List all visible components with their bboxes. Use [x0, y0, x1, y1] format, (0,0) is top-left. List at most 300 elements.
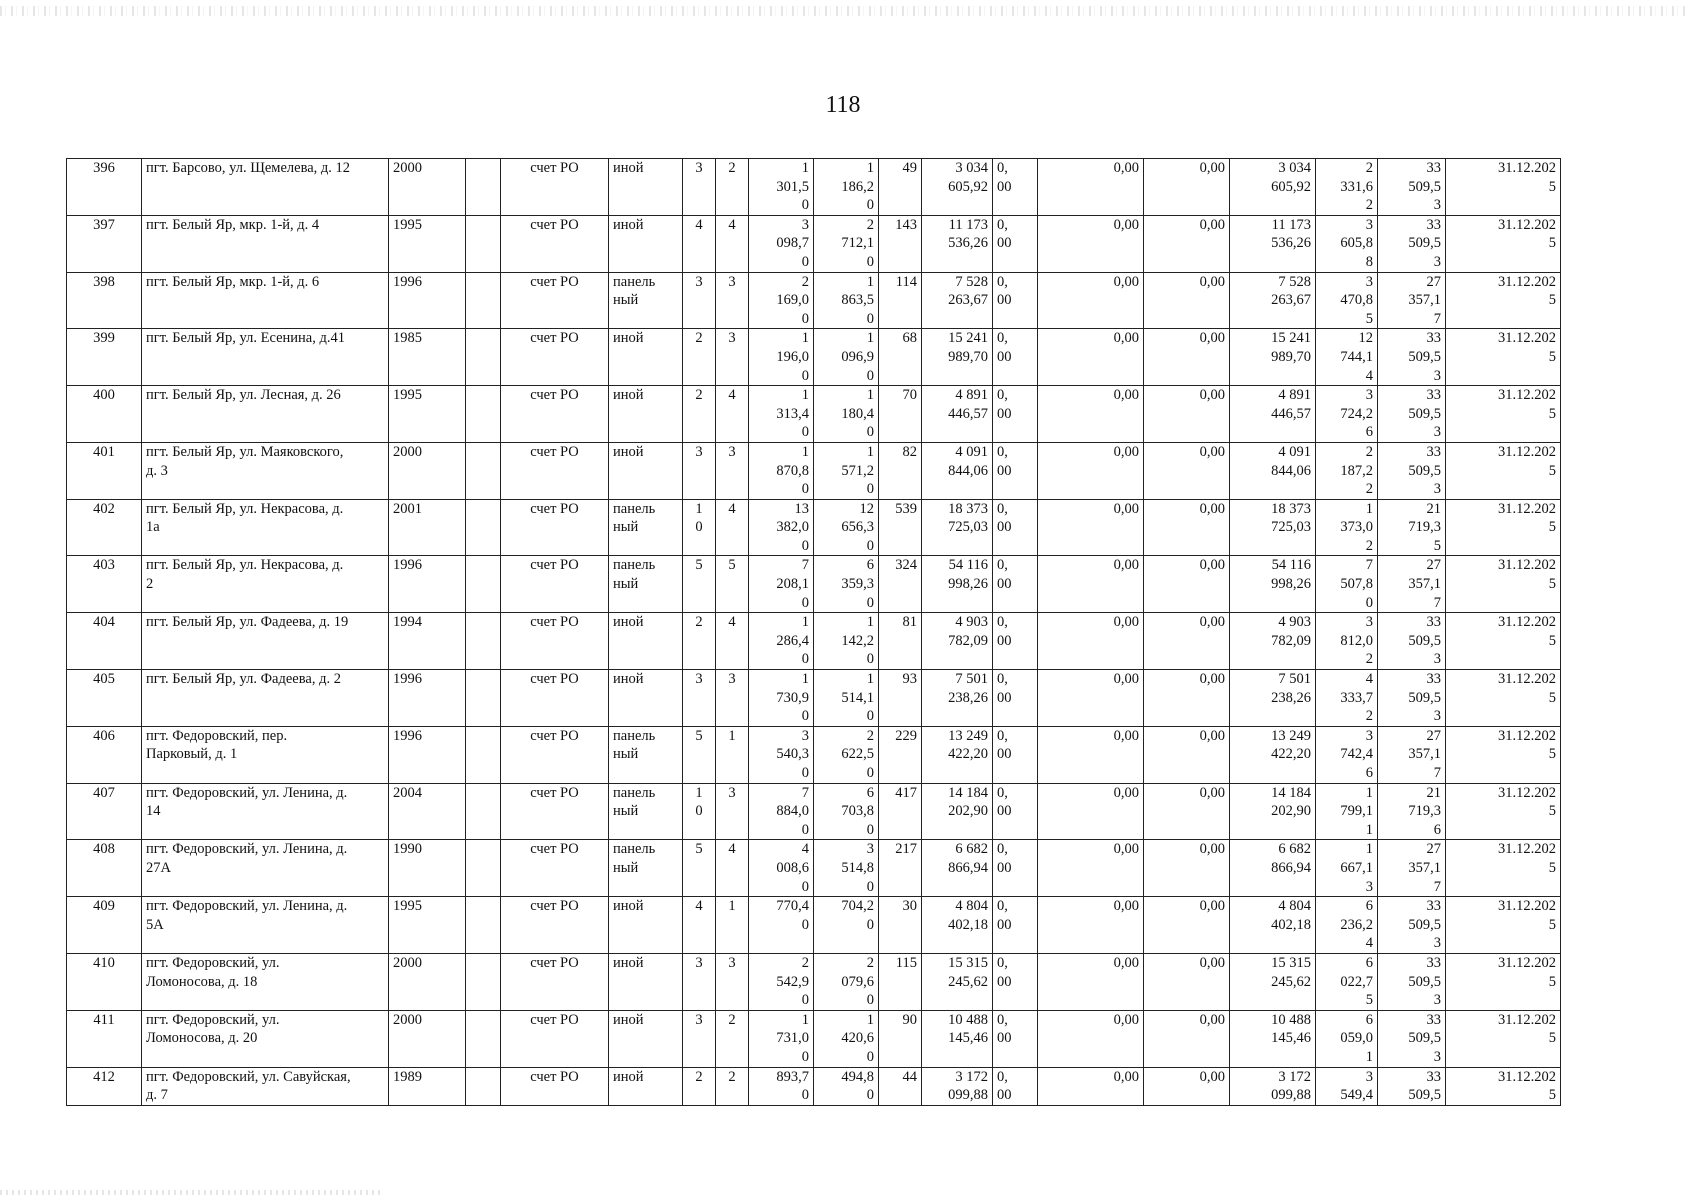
owner-funds-cell [1230, 159, 1316, 216]
owner-funds-cell [1230, 442, 1316, 499]
row-number [67, 840, 142, 897]
cost-share-cell-text: 0, 00 [997, 273, 1012, 309]
wall-material-cell [609, 556, 683, 613]
cost-share-cell-text: 0, 00 [997, 216, 1012, 252]
cost-share-cell [993, 386, 1038, 443]
owner-funds-cell-text: 7 528 263,67 [1271, 273, 1311, 309]
wall-material-cell-text: панель ный [613, 557, 656, 593]
cost-cell-text: 7 528 263,67 [948, 273, 988, 309]
year-cell [389, 953, 466, 1010]
living-area-cell [814, 329, 879, 386]
address-cell-text: пгт. Белый Яр, ул. Фадеева, д. 2 [146, 671, 341, 688]
address-cell-text: пгт. Белый Яр, мкр. 1-й, д. 6 [146, 273, 320, 290]
entrances-cell-text: 3 [728, 671, 736, 688]
row-number [67, 1010, 142, 1067]
year-cell [389, 386, 466, 443]
blank-cell [466, 1010, 501, 1067]
limit-cost-cell [1378, 329, 1446, 386]
floors-cell [683, 442, 716, 499]
deadline-cell-text: 31.12.202 5 [1498, 330, 1556, 365]
unit-cost-cell-text: 1 373,0 2 [1340, 500, 1373, 554]
row-number [67, 783, 142, 840]
entrances-cell [716, 499, 749, 556]
owner-funds-cell-text: 54 116 998,26 [1271, 557, 1311, 593]
living-area-cell [814, 159, 879, 216]
unit-cost-cell-text: 1 799,1 1 [1340, 784, 1373, 838]
address-cell [142, 272, 389, 329]
owner-funds-cell-text: 3 172 099,88 [1271, 1068, 1311, 1104]
residents-cell [879, 442, 922, 499]
floors-cell-text: 3 [695, 273, 703, 290]
total-area-cell [749, 499, 814, 556]
living-area-cell-text: 494,8 0 [841, 1068, 874, 1104]
blank-cell [466, 613, 501, 670]
budget-cell [1144, 386, 1230, 443]
row-number [67, 159, 142, 216]
address-cell-text: пгт. Белый Яр, мкр. 1-й, д. 4 [146, 216, 320, 233]
entrances-cell-text: 4 [728, 614, 736, 631]
floors-cell-text: 4 [695, 898, 703, 915]
deadline-cell-text: 31.12.202 5 [1498, 557, 1556, 593]
year-cell-text: 1990 [393, 841, 422, 858]
wall-material-cell-text: панель ный [613, 784, 656, 820]
row-number [67, 499, 142, 556]
living-area-cell [814, 840, 879, 897]
living-area-cell [814, 1067, 879, 1105]
blank-cell [466, 840, 501, 897]
address-cell-text: пгт. Федоровский, ул. Ленина, д. 27А [146, 841, 348, 876]
cost-share-cell-text: 0, 00 [997, 330, 1012, 365]
total-area-cell [749, 386, 814, 443]
limit-cost-cell [1378, 840, 1446, 897]
total-area-cell-text: 893,7 0 [776, 1068, 809, 1104]
residents-cell-text: 143 [895, 216, 917, 233]
living-area-cell-text: 6 359,3 0 [841, 557, 874, 611]
blank-cell [466, 272, 501, 329]
scan-edge-bottom [0, 1190, 380, 1195]
address-cell [142, 386, 389, 443]
fund-cell-text: 0,00 [1113, 954, 1139, 971]
table-row [67, 783, 1561, 840]
unit-cost-cell [1316, 1010, 1378, 1067]
table-row [67, 272, 1561, 329]
floors-cell-text: 3 [695, 1011, 703, 1028]
limit-cost-cell [1378, 670, 1446, 727]
year-cell-text: 1995 [393, 898, 422, 915]
row-number-text: 401 [93, 443, 115, 460]
total-area-cell-text: 1 870,8 0 [776, 443, 809, 498]
budget-cell [1144, 897, 1230, 954]
cost-cell-text: 3 034 605,92 [948, 160, 988, 195]
budget-cell-text: 0,00 [1199, 1068, 1225, 1085]
total-area-cell [749, 215, 814, 272]
owner-funds-cell [1230, 386, 1316, 443]
total-area-cell [749, 613, 814, 670]
cost-cell-text: 15 241 989,70 [948, 330, 988, 365]
table-row [67, 1010, 1561, 1067]
total-area-cell-text: 2 542,9 0 [776, 954, 809, 1009]
account-type-cell [501, 159, 609, 216]
total-area-cell [749, 783, 814, 840]
deadline-cell-text: 31.12.202 5 [1498, 216, 1556, 252]
unit-cost-cell [1316, 272, 1378, 329]
limit-cost-cell-text: 33 509,5 3 [1408, 160, 1441, 214]
owner-funds-cell-text: 18 373 725,03 [1271, 500, 1311, 536]
address-cell-text: пгт. Белый Яр, ул. Фадеева, д. 19 [146, 614, 349, 631]
deadline-cell [1446, 670, 1561, 727]
deadline-cell [1446, 613, 1561, 670]
address-cell-text: пгт. Федоровский, ул. Ленина, д. 14 [146, 784, 348, 820]
cost-cell-text: 4 903 782,09 [948, 614, 988, 649]
residents-cell [879, 272, 922, 329]
living-area-cell [814, 556, 879, 613]
total-area-cell [749, 840, 814, 897]
blank-cell [466, 215, 501, 272]
floors-cell-text: 1 0 [695, 500, 703, 536]
blank-cell [466, 897, 501, 954]
row-number-text: 400 [93, 387, 115, 404]
table-row [67, 726, 1561, 783]
year-cell-text: 1996 [393, 557, 422, 574]
floors-cell [683, 897, 716, 954]
residents-cell-text: 68 [902, 330, 917, 347]
unit-cost-cell-text: 6 059,0 1 [1340, 1011, 1373, 1065]
residents-cell [879, 840, 922, 897]
table-row [67, 386, 1561, 443]
row-number [67, 670, 142, 727]
unit-cost-cell [1316, 442, 1378, 499]
wall-material-cell [609, 840, 683, 897]
budget-cell [1144, 272, 1230, 329]
blank-cell [466, 953, 501, 1010]
budget-cell [1144, 1010, 1230, 1067]
living-area-cell-text: 704,2 0 [841, 898, 874, 933]
unit-cost-cell-text: 3 549,4 [1340, 1068, 1373, 1104]
total-area-cell [749, 442, 814, 499]
deadline-cell [1446, 726, 1561, 783]
owner-funds-cell-text: 7 501 238,26 [1271, 671, 1311, 706]
row-number-text: 410 [93, 954, 115, 971]
year-cell-text: 2000 [393, 954, 422, 971]
entrances-cell [716, 215, 749, 272]
deadline-cell-text: 31.12.202 5 [1498, 443, 1556, 479]
blank-cell [466, 386, 501, 443]
entrances-cell-text: 3 [728, 443, 736, 460]
total-area-cell [749, 329, 814, 386]
residents-cell-text: 115 [895, 954, 917, 971]
address-cell [142, 1067, 389, 1105]
owner-funds-cell [1230, 613, 1316, 670]
owner-funds-cell-text: 4 903 782,09 [1271, 614, 1311, 649]
unit-cost-cell-text: 3 812,0 2 [1340, 614, 1373, 668]
entrances-cell [716, 272, 749, 329]
cost-cell [922, 953, 993, 1010]
cost-share-cell-text: 0, 00 [997, 500, 1012, 536]
cost-cell [922, 1067, 993, 1105]
owner-funds-cell-text: 13 249 422,20 [1271, 727, 1311, 763]
entrances-cell [716, 442, 749, 499]
entrances-cell [716, 159, 749, 216]
wall-material-cell-text: иной [613, 443, 644, 460]
entrances-cell-text: 1 [728, 898, 736, 915]
cost-cell [922, 783, 993, 840]
cost-cell [922, 499, 993, 556]
year-cell-text: 1996 [393, 671, 422, 688]
unit-cost-cell-text: 7 507,8 0 [1340, 557, 1373, 611]
wall-material-cell-text: иной [613, 330, 644, 347]
limit-cost-cell-text: 27 357,1 7 [1408, 273, 1441, 327]
owner-funds-cell [1230, 670, 1316, 727]
total-area-cell-text: 7 208,1 0 [776, 557, 809, 611]
living-area-cell [814, 386, 879, 443]
residents-cell [879, 1067, 922, 1105]
address-cell [142, 1010, 389, 1067]
budget-cell-text: 0,00 [1199, 784, 1225, 801]
owner-funds-cell [1230, 953, 1316, 1010]
budget-cell [1144, 556, 1230, 613]
owner-funds-cell [1230, 840, 1316, 897]
wall-material-cell [609, 953, 683, 1010]
year-cell-text: 2000 [393, 1011, 422, 1028]
residents-cell-text: 82 [902, 443, 917, 460]
account-type-cell-text: счет РО [530, 1011, 579, 1028]
living-area-cell-text: 2 622,5 0 [841, 727, 874, 781]
cost-share-cell-text: 0, 00 [997, 614, 1012, 649]
total-area-cell [749, 1010, 814, 1067]
fund-cell [1038, 1067, 1144, 1105]
fund-cell [1038, 840, 1144, 897]
table-row [67, 329, 1561, 386]
total-area-cell [749, 670, 814, 727]
entrances-cell [716, 953, 749, 1010]
blank-cell [466, 726, 501, 783]
residents-cell-text: 49 [902, 160, 917, 176]
row-number [67, 272, 142, 329]
address-cell [142, 556, 389, 613]
cost-cell-text: 3 172 099,88 [948, 1068, 988, 1104]
year-cell [389, 1067, 466, 1105]
entrances-cell-text: 5 [728, 557, 736, 574]
living-area-cell-text: 1 571,2 0 [841, 443, 874, 498]
floors-cell [683, 1067, 716, 1105]
owner-funds-cell [1230, 215, 1316, 272]
account-type-cell [501, 499, 609, 556]
fund-cell [1038, 159, 1144, 216]
row-number-text: 397 [93, 216, 115, 233]
year-cell [389, 215, 466, 272]
budget-cell [1144, 499, 1230, 556]
entrances-cell-text: 4 [728, 841, 736, 858]
cost-share-cell [993, 1067, 1038, 1105]
unit-cost-cell [1316, 556, 1378, 613]
cost-share-cell [993, 953, 1038, 1010]
cost-share-cell-text: 0, 00 [997, 784, 1012, 820]
living-area-cell-text: 12 656,3 0 [841, 500, 874, 554]
address-cell [142, 613, 389, 670]
unit-cost-cell [1316, 329, 1378, 386]
owner-funds-cell-text: 14 184 202,90 [1271, 784, 1311, 820]
living-area-cell-text: 3 514,8 0 [841, 841, 874, 895]
deadline-cell-text: 31.12.202 5 [1498, 160, 1556, 195]
residents-cell [879, 556, 922, 613]
cost-share-cell-text: 0, 00 [997, 443, 1012, 479]
year-cell-text: 2001 [393, 500, 422, 517]
row-number-text: 409 [93, 898, 115, 915]
total-area-cell [749, 953, 814, 1010]
blank-cell [466, 159, 501, 216]
cost-share-cell-text: 0, 00 [997, 1011, 1012, 1047]
blank-cell [466, 783, 501, 840]
budget-cell-text: 0,00 [1199, 443, 1225, 460]
living-area-cell-text: 1 863,5 0 [841, 273, 874, 327]
cost-cell-text: 7 501 238,26 [948, 671, 988, 706]
deadline-cell-text: 31.12.202 5 [1498, 614, 1556, 649]
cost-share-cell [993, 329, 1038, 386]
cost-cell [922, 442, 993, 499]
cost-share-cell [993, 159, 1038, 216]
account-type-cell [501, 329, 609, 386]
row-number-text: 396 [93, 160, 115, 176]
limit-cost-cell-text: 21 719,3 6 [1408, 784, 1441, 838]
owner-funds-cell-text: 4 804 402,18 [1271, 898, 1311, 933]
wall-material-cell [609, 726, 683, 783]
total-area-cell-text: 1 313,4 0 [776, 387, 809, 441]
unit-cost-cell [1316, 1067, 1378, 1105]
fund-cell-text: 0,00 [1113, 784, 1139, 801]
residents-cell [879, 499, 922, 556]
year-cell [389, 670, 466, 727]
unit-cost-cell-text: 3 470,8 5 [1340, 273, 1373, 327]
floors-cell-text: 2 [695, 614, 703, 631]
fund-cell [1038, 1010, 1144, 1067]
account-type-cell-text: счет РО [530, 671, 579, 688]
account-type-cell [501, 953, 609, 1010]
account-type-cell [501, 613, 609, 670]
row-number-text: 399 [93, 330, 115, 347]
entrances-cell [716, 329, 749, 386]
account-type-cell-text: счет РО [530, 330, 579, 347]
wall-material-cell-text: иной [613, 160, 644, 176]
deadline-cell [1446, 159, 1561, 216]
deadline-cell [1446, 329, 1561, 386]
wall-material-cell [609, 1010, 683, 1067]
deadline-cell-text: 31.12.202 5 [1498, 671, 1556, 706]
total-area-cell-text: 1 730,9 0 [776, 671, 809, 725]
entrances-cell [716, 897, 749, 954]
limit-cost-cell-text: 33 509,5 3 [1408, 898, 1441, 952]
entrances-cell-text: 4 [728, 500, 736, 517]
budget-cell-text: 0,00 [1199, 727, 1225, 744]
account-type-cell [501, 556, 609, 613]
limit-cost-cell-text: 33 509,5 3 [1408, 614, 1441, 668]
cost-share-cell [993, 726, 1038, 783]
budget-cell [1144, 726, 1230, 783]
residents-cell-text: 324 [895, 557, 917, 574]
account-type-cell [501, 670, 609, 727]
owner-funds-cell-text: 4 091 844,06 [1271, 443, 1311, 479]
residents-cell-text: 30 [902, 898, 917, 915]
limit-cost-cell-text: 33 509,5 3 [1408, 387, 1441, 441]
living-area-cell [814, 670, 879, 727]
cost-cell [922, 215, 993, 272]
budget-cell-text: 0,00 [1199, 330, 1225, 347]
owner-funds-cell-text: 11 173 536,26 [1271, 216, 1311, 252]
fund-cell [1038, 272, 1144, 329]
year-cell-text: 1995 [393, 387, 422, 404]
cost-cell-text: 11 173 536,26 [948, 216, 988, 252]
unit-cost-cell [1316, 613, 1378, 670]
total-area-cell [749, 556, 814, 613]
fund-cell [1038, 613, 1144, 670]
residents-cell-text: 539 [895, 500, 917, 517]
limit-cost-cell [1378, 953, 1446, 1010]
limit-cost-cell [1378, 783, 1446, 840]
account-type-cell [501, 1067, 609, 1105]
cost-cell-text: 18 373 725,03 [948, 500, 988, 536]
total-area-cell-text: 1 301,5 0 [776, 160, 809, 214]
scan-edge-top [0, 6, 1686, 16]
wall-material-cell-text: иной [613, 954, 644, 971]
entrances-cell [716, 783, 749, 840]
living-area-cell [814, 1010, 879, 1067]
address-cell [142, 897, 389, 954]
budget-cell-text: 0,00 [1199, 273, 1225, 290]
account-type-cell [501, 1010, 609, 1067]
residents-cell [879, 897, 922, 954]
unit-cost-cell-text: 1 667,1 3 [1340, 841, 1373, 895]
cost-share-cell-text: 0, 00 [997, 1068, 1012, 1104]
living-area-cell-text: 1 180,4 0 [841, 387, 874, 441]
floors-cell [683, 159, 716, 216]
account-type-cell-text: счет РО [530, 557, 579, 574]
row-number [67, 442, 142, 499]
fund-cell [1038, 215, 1144, 272]
wall-material-cell-text: панель ный [613, 273, 656, 309]
living-area-cell [814, 499, 879, 556]
entrances-cell-text: 3 [728, 784, 736, 801]
residents-cell [879, 159, 922, 216]
year-cell-text: 1994 [393, 614, 422, 631]
fund-cell-text: 0,00 [1113, 671, 1139, 688]
budget-cell [1144, 783, 1230, 840]
living-area-cell-text: 1 420,6 0 [841, 1011, 874, 1065]
cost-share-cell [993, 499, 1038, 556]
budget-cell-text: 0,00 [1199, 898, 1225, 915]
limit-cost-cell [1378, 442, 1446, 499]
entrances-cell-text: 3 [728, 330, 736, 347]
address-cell-text: пгт. Белый Яр, ул. Лесная, д. 26 [146, 387, 341, 404]
wall-material-cell [609, 783, 683, 840]
fund-cell [1038, 556, 1144, 613]
floors-cell-text: 3 [695, 443, 703, 460]
account-type-cell [501, 897, 609, 954]
cost-cell-text: 4 091 844,06 [948, 443, 988, 479]
wall-material-cell [609, 442, 683, 499]
address-cell-text: пгт. Белый Яр, ул. Некрасова, д. 1а [146, 500, 344, 536]
owner-funds-cell-text: 6 682 866,94 [1271, 841, 1311, 876]
deadline-cell [1446, 1067, 1561, 1105]
wall-material-cell-text: иной [613, 216, 644, 233]
wall-material-cell [609, 499, 683, 556]
living-area-cell [814, 783, 879, 840]
limit-cost-cell-text: 33 509,5 [1408, 1068, 1441, 1104]
year-cell [389, 1010, 466, 1067]
table-row [67, 159, 1561, 216]
cost-cell [922, 840, 993, 897]
address-cell-text: пгт. Федоровский, пер. Парковый, д. 1 [146, 727, 288, 763]
cost-cell [922, 726, 993, 783]
total-area-cell-text: 1 196,0 0 [776, 330, 809, 384]
